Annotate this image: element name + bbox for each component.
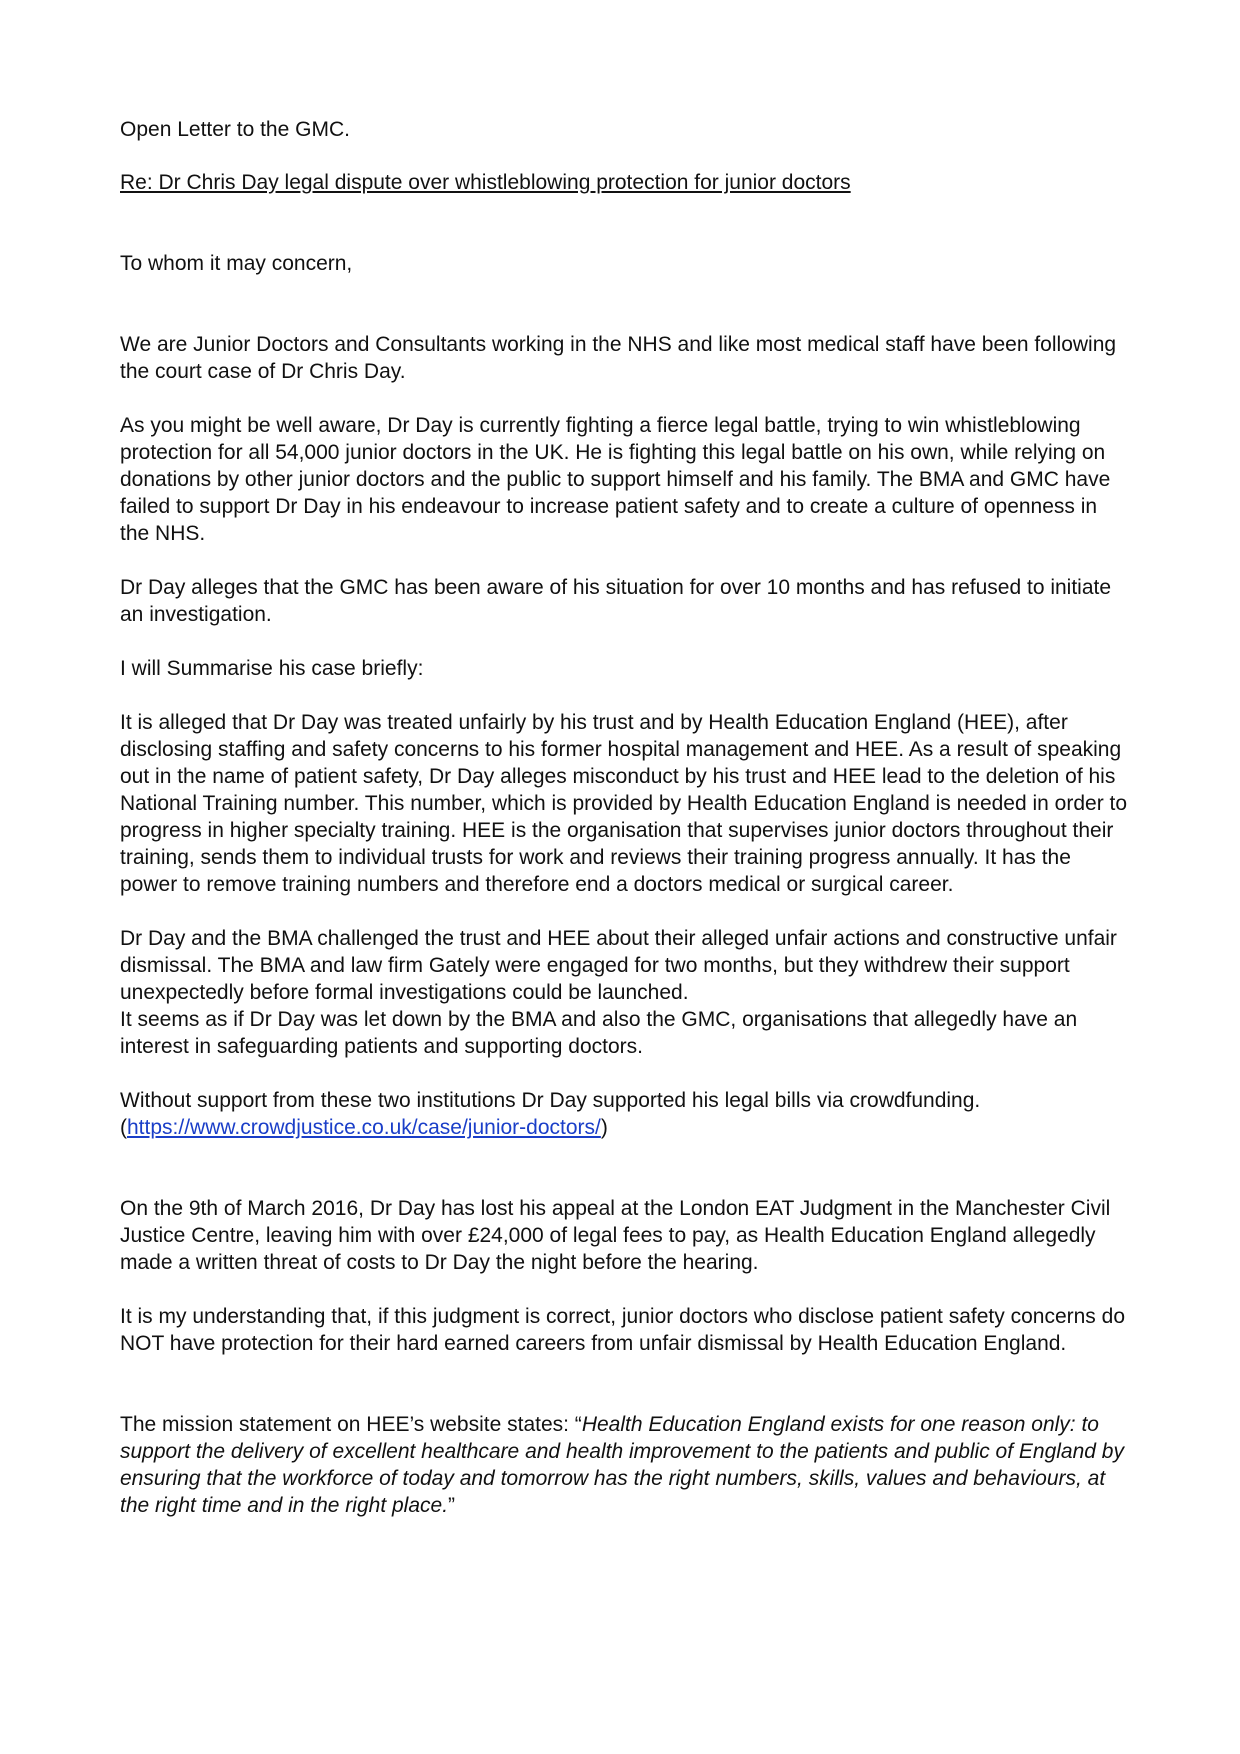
paragraph-crowdfunding-link (120, 1114, 1130, 1141)
paragraph-legal-battle: As you might be well aware, Dr Day is currently fighting a fierce legal battle, trying to win whistleblowing protection for all 54,000 junior doctors in the UK. He is fighting this legal battle on his own, while relying on donations by other junior doctors and the public to support himself and his family. The BMA and GMC have failed to support Dr Day in his endeavour to increase patient safety and to create a culture of openness in the NHS. (120, 414, 1111, 545)
letter-greeting: To whom it may concern, (120, 252, 353, 275)
link-close-paren: ) (600, 1116, 608, 1139)
paragraph-intro: We are Junior Doctors and Consultants working in the NHS and like most medical staff have been following the court case of Dr Chris Day. (120, 333, 1117, 383)
paragraph-gmc-awareness: Dr Day alleges that the GMC has been aware of his situation for over 10 months and has refused to initiate an investigation. (120, 576, 1112, 626)
mission-close-quote: ” (448, 1494, 456, 1517)
paragraph-understanding: It is my understanding that, if this judgment is correct, junior doctors who disclose patient safety concerns do NOT have protection for their hard earned careers from unfair dismissal by Health Education England. (120, 1305, 1125, 1355)
paragraph-mission-statement (120, 1411, 1130, 1519)
mission-intro: The mission statement on HEE’s website states: “ (120, 1413, 582, 1436)
paragraph-bma-challenge: Dr Day and the BMA challenged the trust and HEE about their alleged unfair actions and constructive unfair dismissal. The BMA and law firm Gately were engaged for two months, but they withdrew their support unexpectedly before formal investigations could be launched. (120, 927, 1117, 1004)
letter-body (120, 116, 1130, 1546)
mission-quote: Health Education England exists for one reason only: to support the delivery of excellent healthcare and health improvement to the patients and public of England by ensuring that the workforce of today and tomorrow has the right numbers, skills, values and behaviours, at the right time and in the right place. (120, 1413, 1124, 1517)
link-open-paren: ( (120, 1116, 127, 1139)
paragraph-let-down: It seems as if Dr Day was let down by the BMA and also the GMC, organisations that allegedly have an interest in safeguarding patients and supporting doctors. (120, 1008, 1078, 1058)
letter-subject: Re: Dr Chris Day legal dispute over whistleblowing protection for junior doctors (120, 171, 851, 194)
letter-heading: Open Letter to the GMC. (120, 118, 350, 141)
paragraph-case-summary: It is alleged that Dr Day was treated unfairly by his trust and by Health Education England (HEE), after disclosing staffing and safety concerns to his former hospital management and HEE. As a result of speaking out in the name of patient safety, Dr Day alleges misconduct by his trust and HEE lead to the deletion of his National Training number. This number, which is provided by Health Education England is needed in order to progress in higher specialty training. HEE is the organisation that supervises junior doctors throughout their training, sends them to individual trusts for work and reviews their training progress annually. It has the power to remove training numbers and therefore end a doctors medical or surgical career. (120, 711, 1128, 896)
paragraph-appeal-lost: On the 9th of March 2016, Dr Day has lost his appeal at the London EAT Judgment in the Manchester Civil Justice Centre, leaving him with over £24,000 of legal fees to pay, as Health Education England allegedly made a written threat of costs to Dr Day the night before the hearing. (120, 1197, 1111, 1274)
crowdjustice-link[interactable]: https://www.crowdjustice.co.uk/case/junior-doctors/ (127, 1116, 601, 1139)
paragraph-summary-intro: I will Summarise his case briefly: (120, 657, 424, 680)
paragraph-crowdfunding: Without support from these two institutions Dr Day supported his legal bills via crowdfunding. (120, 1089, 981, 1112)
